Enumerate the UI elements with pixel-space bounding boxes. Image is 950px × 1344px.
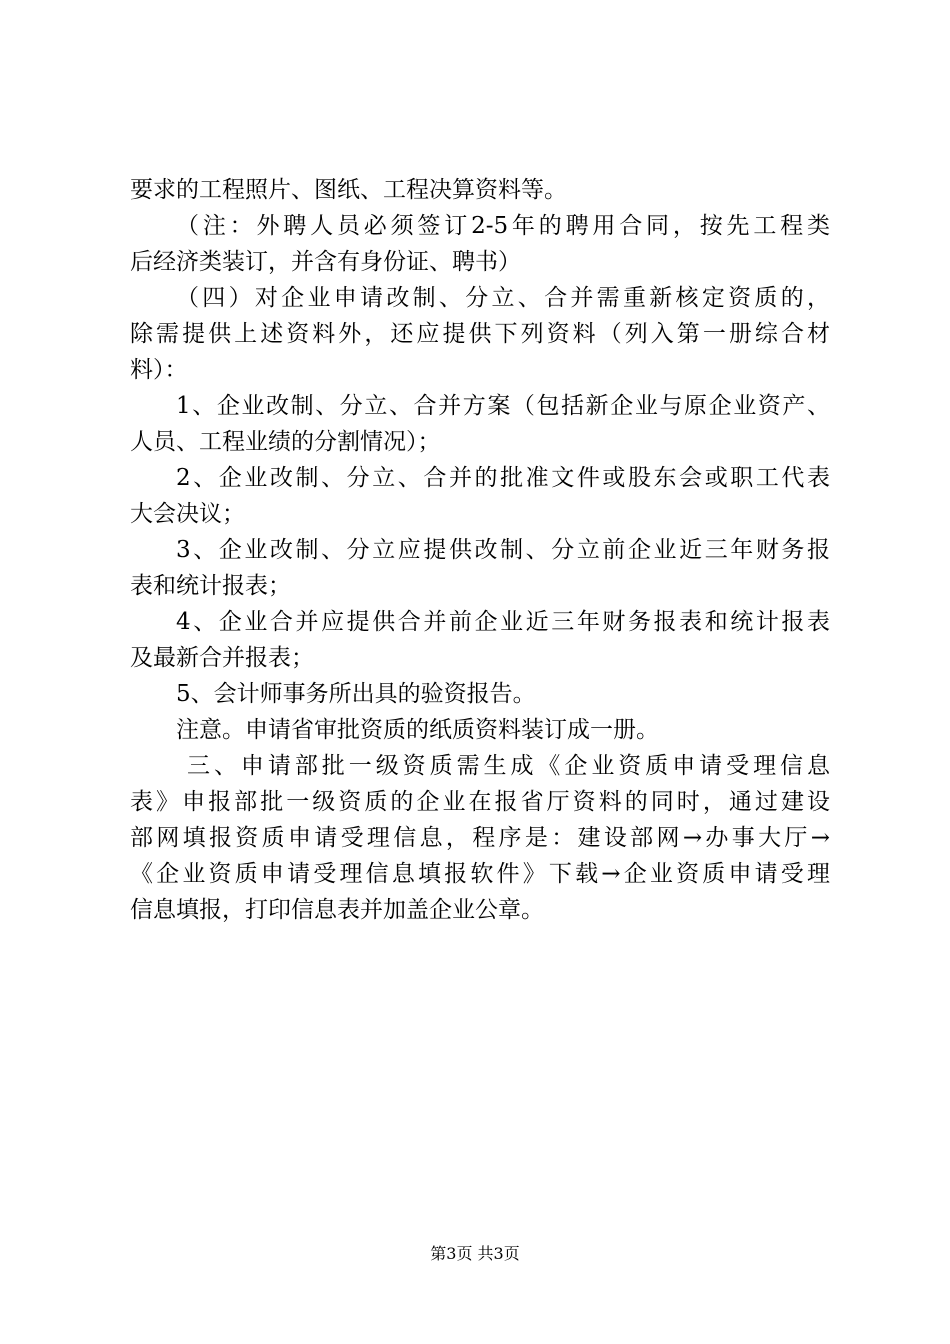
text-line: （注：外聘人员必须签订2-5年的聘用合同，按先工程类 — [176, 213, 830, 239]
text-line: 除需提供上述资料外，还应提供下列资料（列入第一册综合材 — [130, 321, 830, 347]
text-line: 料）： — [130, 357, 188, 383]
text-line: 人员、工程业绩的分割情况）； — [130, 429, 441, 455]
text-line: 后经济类装订，并含有身份证、聘书） — [130, 249, 521, 275]
text-line: 表和统计报表； — [130, 573, 291, 599]
text-line: 三、申请部批一级资质需生成《企业资质申请受理信息 — [187, 753, 830, 779]
text-line: 部网填报资质申请受理信息，程序是：建设部网→办事大厅→ — [130, 825, 830, 851]
document-body — [130, 172, 830, 928]
text-line: 《企业资质申请受理信息填报软件》下载→企业资质申请受理 — [130, 861, 830, 887]
text-line: 注意。申请省审批资质的纸质资料装订成一册。 — [176, 717, 659, 743]
text-line: 2、企业改制、分立、合并的批准文件或股东会或职工代表 — [176, 465, 830, 491]
text-line: 3、企业改制、分立应提供改制、分立前企业近三年财务报 — [176, 537, 830, 563]
text-line: 大会决议； — [130, 501, 245, 527]
text-line: 信息填报，打印信息表并加盖企业公章。 — [130, 897, 544, 923]
text-line: 及最新合并报表； — [130, 645, 314, 671]
text-line: （四）对企业申请改制、分立、合并需重新核定资质的， — [176, 285, 830, 311]
text-line: 5、会计师事务所出具的验资报告。 — [176, 681, 536, 707]
text-line: 表》申报部批一级资质的企业在报省厅资料的同时，通过建设 — [130, 789, 830, 815]
text-line: 4、企业合并应提供合并前企业近三年财务报表和统计报表 — [176, 609, 830, 635]
text-line: 1、企业改制、分立、合并方案（包括新企业与原企业资产、 — [176, 393, 830, 419]
text-line: 要求的工程照片、图纸、工程决算资料等。 — [130, 177, 567, 203]
page-footer: 第3页 共3页 — [430, 1244, 520, 1263]
